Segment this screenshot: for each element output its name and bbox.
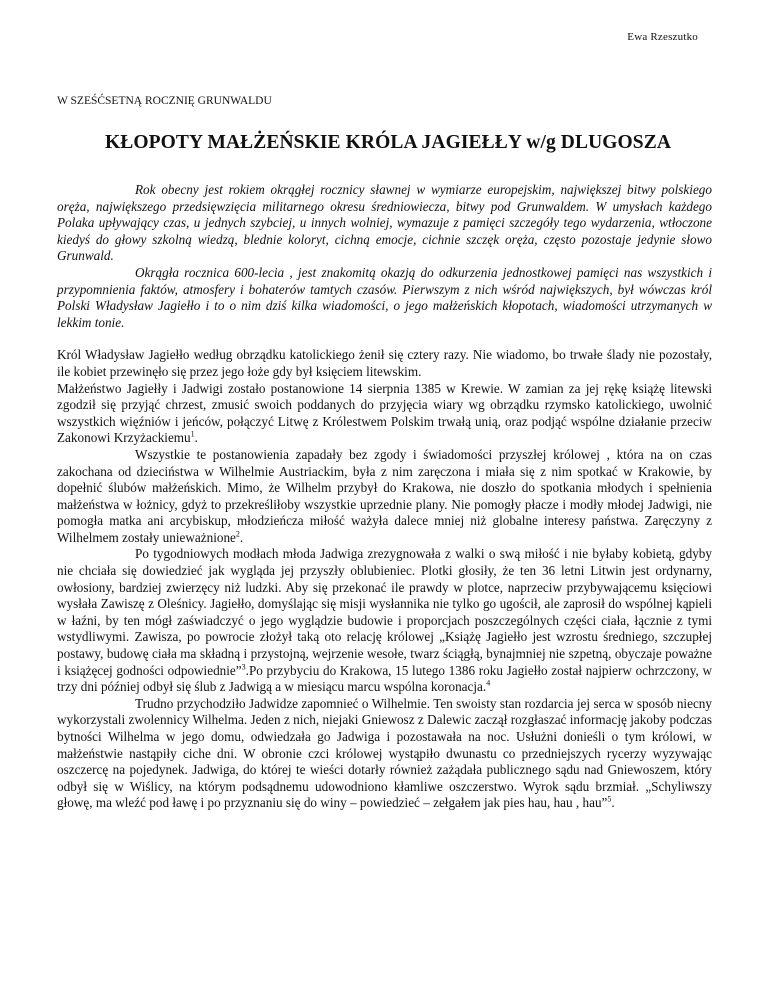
paragraph-text: Wszystkie te postanowienia zapadały bez zgody i świadomości przyszłej królowej , która na on czas zakochana od dzieciństwa w Wilhelmie Austriackim, była z nim zaręczona i miała się z nim spotkać w Krakowie, by dopełnić ślubów małżeńskich. Mimo, że Wilhelm przybył do Krakowa, nie doszło do spotkania młodych i spełnienia małżeństwa w łożnicy, gdyż to przekreśliłoby wszystkie uprzednie plany. Nie pomogły płacze i modły młodej Jadwigi, nie pomogła matka ani arcybiskup, młodzieńcza miłość ważyła dalece mniej niż globalne interesy państwa. Zaręczyny z Wilhelmem zostały unieważnione [57,446,712,545]
paragraph-text: Trudno przychodziło Jadwidze zapomnieć o Wilhelmie. Ten swoisty stan rozdarcia jej serca w sposób niecny wykorzystali zwolennicy Wilhelma. Jeden z nich, niejaki Gniewosz z Dalewic zaczął rozgłaszać informację jakoby podczas bytności Wilhelma w jego domu, odwiedzała go Jadwiga i pozostawała na noc. Usłużni donieśli o tym królowi, w małżeństwie nastąpiły ciche dni. W obronie czci królowej wystąpiło dwunastu co przedniejszych rycerzy wyzywając oszczercę na pojedynek. Jadwiga, do której te wieści dotarły również zażądała publicznego sądu nad Gniewoszem, który odbył się w Wiślicy, na którym podsądnemu udowodniono kłamliwe oszczerstwo. Wyrok sądu brzmiał. „Schyliwszy głowę, ma wleźć pod ławę i po przyznaniu się do winy – powiedzieć – zełgałem jak pies hau, hau , hau” [57,695,712,811]
main-text [57,347,712,812]
body-paragraph: Wszystkie te postanowienia zapadały bez zgody i świadomości przyszłej królowej , która na on czas zakochana od dzieciństwa w Wilhelmie Austriackim, była z nim zaręczona i miała się z nim spotkać w Krakowie, by dopełnić ślubów małżeńskich. Mimo, że Wilhelm przybył do Krakowa, nie doszło do spotkania młodych i spełnienia małżeństwa w łożnicy, gdyż to przekreśliłoby wszystkie uprzednie plany. Nie pomogły płacze i modły młodej Jadwigi, nie pomogła matka ani arcybiskup, młodzieńcza miłość ważyła dalece mniej niż globalne interesy państwa. Zaręczyny z Wilhelmem zostały unieważnione$^2$. [57,446,712,545]
body-paragraph: Małżeństwo Jagiełły i Jadwigi zostało postanowione 14 sierpnia 1385 w Krewie. W zamian za jej rękę książę litewski zgodził się przyjąć chrzest, zmusić swoich poddanych do przyjęcia wiary wg obrządku rzymsko katolickiego, uwolnić wszystkich więźniów i jeńców, połączyć Litwę z Królestwem Polskim trwałą unią, oraz podjąć wspólne działanie przeciw Zakonowi Krzyżackiemu$^1$. [57,380,712,446]
article-title: KŁOPOTY MAŁŻEŃSKIE KRÓLA JAGIEŁŁY w/g DLUGOSZA [105,132,672,153]
article-body [57,182,712,812]
body-paragraph [57,696,712,812]
paragraph-text: .Po przybyciu do Krakowa, 15 lutego 1386 roku Jagiełło został najpierw ochrzczony, w trzy dni później odbył się ślub z Jadwigą a w miesiącu marcu wspólna koronacja. [57,662,712,695]
body-paragraph [57,546,712,695]
paragraph-text: Po tygodniowych modłach młoda Jadwiga zrezygnowała z walki o swą miłość i nie byłaby kobietą, gdyby nie chciała się dowiedzieć jak wygląda jej przyszły oblubieniec. Plotki głosiły, że ten 36 letni Litwin jest ordynarny, owłosiony, bardziej zwierzęcy niż ludzki. Aby się przekonać ile prawdy w plotce, naprzeciw przybywającemu księciowi wysłała Zawiszę z Oleśnicy. Jagiełło, domyślając się misji wysłannika nie tylko go ugościł, ale zaprosił do wspólnej kąpieli w łaźni, by ten mógł zaświadczyć o jego wyglądzie budowie i proporcjach poszczególnych części ciała, łącznie z tymi wstydliwymi. Zawisza, po powrocie złożył taką oto relację królowej „Książę Jagiełło jest wzrostu średniego, szczupłej postawy, budowę ciała ma składną i przystojną, wejrzenie wesołe, twarz ściągłą, bynajmniej nie szpetną, obyczaje poważne i książęcej godności odpowiednie” [57,546,712,678]
footnote-ref: 5 [607,794,612,804]
footnote-ref: 3 [241,662,246,672]
lead-section [57,182,712,331]
footnote-ref: 4 [486,678,491,688]
footnote-ref: 1 [190,429,195,439]
author-name: Ewa Rzeszutko [627,31,698,43]
occasion-heading: W SZEŚĆSETNĄ ROCZNIĘ GRUNWALDU [57,95,272,107]
footnote-ref: 2 [235,529,240,539]
lead-paragraph: Okrągła rocznica 600-lecia , jest znakomitą okazją do odkurzenia jednostkowej pamięci nas wszystkich i przypomnienia faktów, atmosfery i bohaterów tamtych czasów. Pierwszym z nich wśród największych, był wówczas król Polski Władysław Jagiełło i to o nim dziś kilka wiadomości, o jego małżeńskich kłopotach, wiadomości utrzymanych w lekkim tonie. [57,264,712,330]
paragraph-end: . [611,795,615,811]
paragraph-text: Małżeństwo Jagiełły i Jadwigi zostało postanowione 14 sierpnia 1385 w Krewie. W zamian za jej rękę książę litewski zgodził się przyjąć chrzest, zmusić swoich poddanych do przyjęcia wiary wg obrządku rzymsko katolickiego, uwolnić wszystkich więźniów i jeńców, połączyć Litwę z Królestwem Polskim trwałą unią, oraz podjąć wspólne działanie przeciw Zakonowi Krzyżackiemu [57,380,712,446]
lead-paragraph: Rok obecny jest rokiem okrągłej rocznicy sławnej w wymiarze europejskim, największej bitwy polskiego oręża, największego przedsięwzięcia militarnego okresu średniowiecza, bitwy pod Grunwaldem. W umysłach każdego Polaka upływający czas, u jednych szybciej, u innych wolniej, wymazuje z pamięci szczegóły tego wydarzenia, wtłoczone kiedyś do głowy szkolną wiedzą, blednie koloryt, cichną emocje, cichnie szczęk oręża, często pozostaje jedynie słowo Grunwald. [57,182,712,264]
body-paragraph: Król Władysław Jagiełło według obrządku katolickiego żenił się cztery razy. Nie wiadomo, bo trwałe ślady nie pozostały, ile kobiet przewinęło się przez jego łoże gdy był księciem litewskim. [57,347,712,379]
